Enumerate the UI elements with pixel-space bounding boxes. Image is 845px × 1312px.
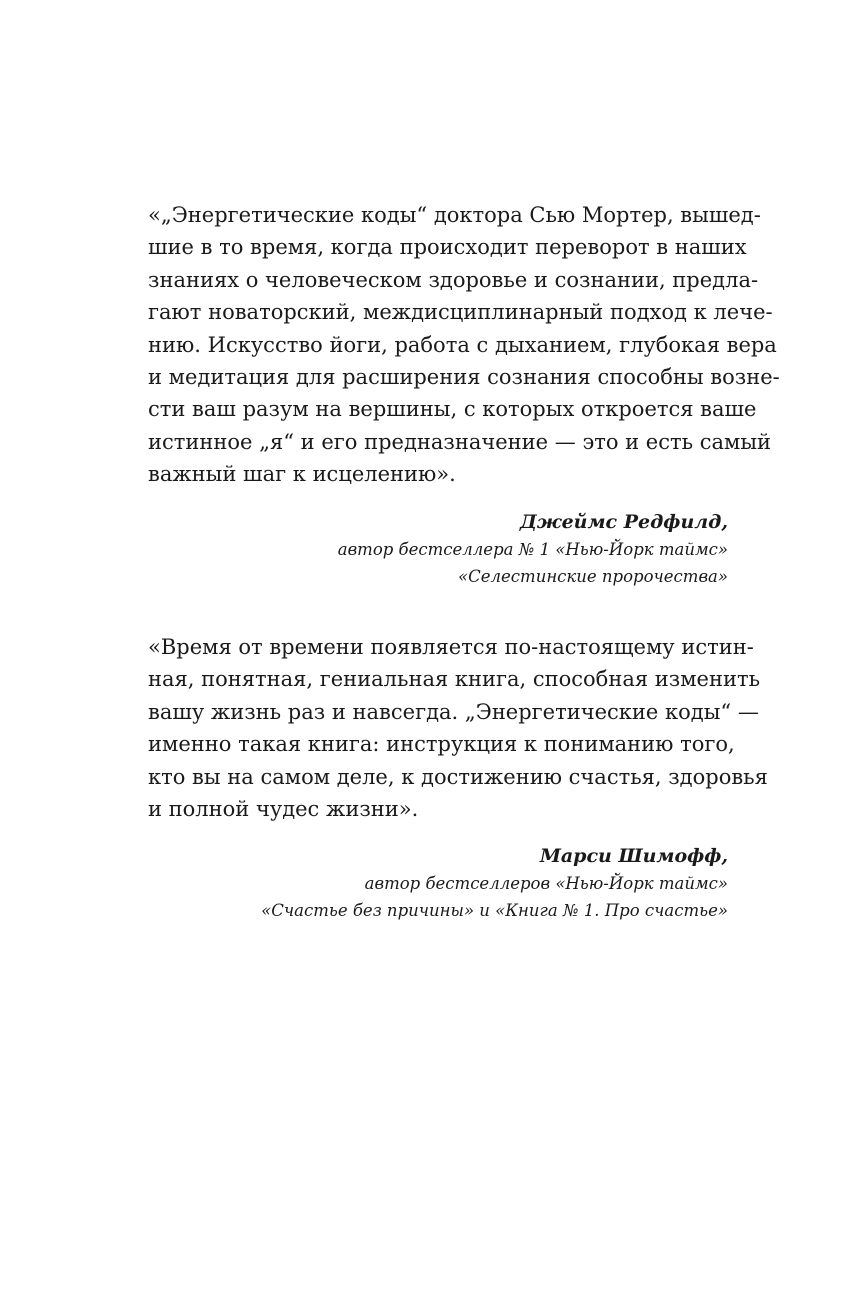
quote-line: кто вы на самом деле, к достижению счастья, здоровья: [148, 764, 768, 789]
quote-line: нию. Искусство йоги, работа с дыханием, глубокая вера: [148, 332, 777, 357]
author-credit: «Счастье без причины» и «Книга № 1. Про счастье»: [261, 901, 728, 921]
author-credit: «Селестинские пророчества»: [458, 566, 728, 586]
quote-line: знаниях о человеческом здоровье и сознании, предла-: [148, 267, 759, 292]
quote-author: Джеймс Редфилд,: [519, 510, 728, 533]
quote-line: важный шаг к исцелению».: [148, 462, 456, 487]
quote-text: [148, 631, 768, 825]
quote-attribution: [148, 843, 728, 924]
quote-text: [148, 199, 780, 491]
quote-line: и медитация для расширения сознания способны возне-: [148, 365, 780, 390]
quote-line: гают новаторский, междисциплинарный подход к лече-: [148, 300, 773, 325]
quote-line: ная, понятная, гениальная книга, способная изменить: [148, 667, 761, 692]
quote-line: вашу жизнь раз и навсегда. „Энергетические коды“ —: [148, 699, 759, 724]
quote-attribution: [148, 509, 728, 590]
quote-line: сти ваш разум на вершины, с которых откроется ваше: [148, 397, 757, 422]
author-credit: автор бестселлеров «Нью-Йорк таймс»: [364, 874, 728, 894]
quote-line: и полной чудес жизни».: [148, 797, 419, 822]
quote-line: именно такая книга: инструкция к пониманию того,: [148, 732, 735, 757]
endorsement-quote-redfield: [148, 199, 780, 590]
endorsement-quote-shimoff: [148, 631, 768, 924]
quote-line: «Время от времени появляется по-настоящему истин-: [148, 635, 754, 659]
quote-line: «„Энергетические коды“ доктора Сью Мортер, вышед-: [148, 203, 761, 227]
quote-author: Марси Шимофф,: [539, 845, 728, 868]
quote-line: шие в то время, когда происходит переворот в наших: [148, 235, 747, 260]
quote-line: истинное „я“ и его предназначение — это и есть самый: [148, 429, 772, 454]
author-credit: автор бестселлера № 1 «Нью-Йорк таймс»: [337, 539, 728, 559]
